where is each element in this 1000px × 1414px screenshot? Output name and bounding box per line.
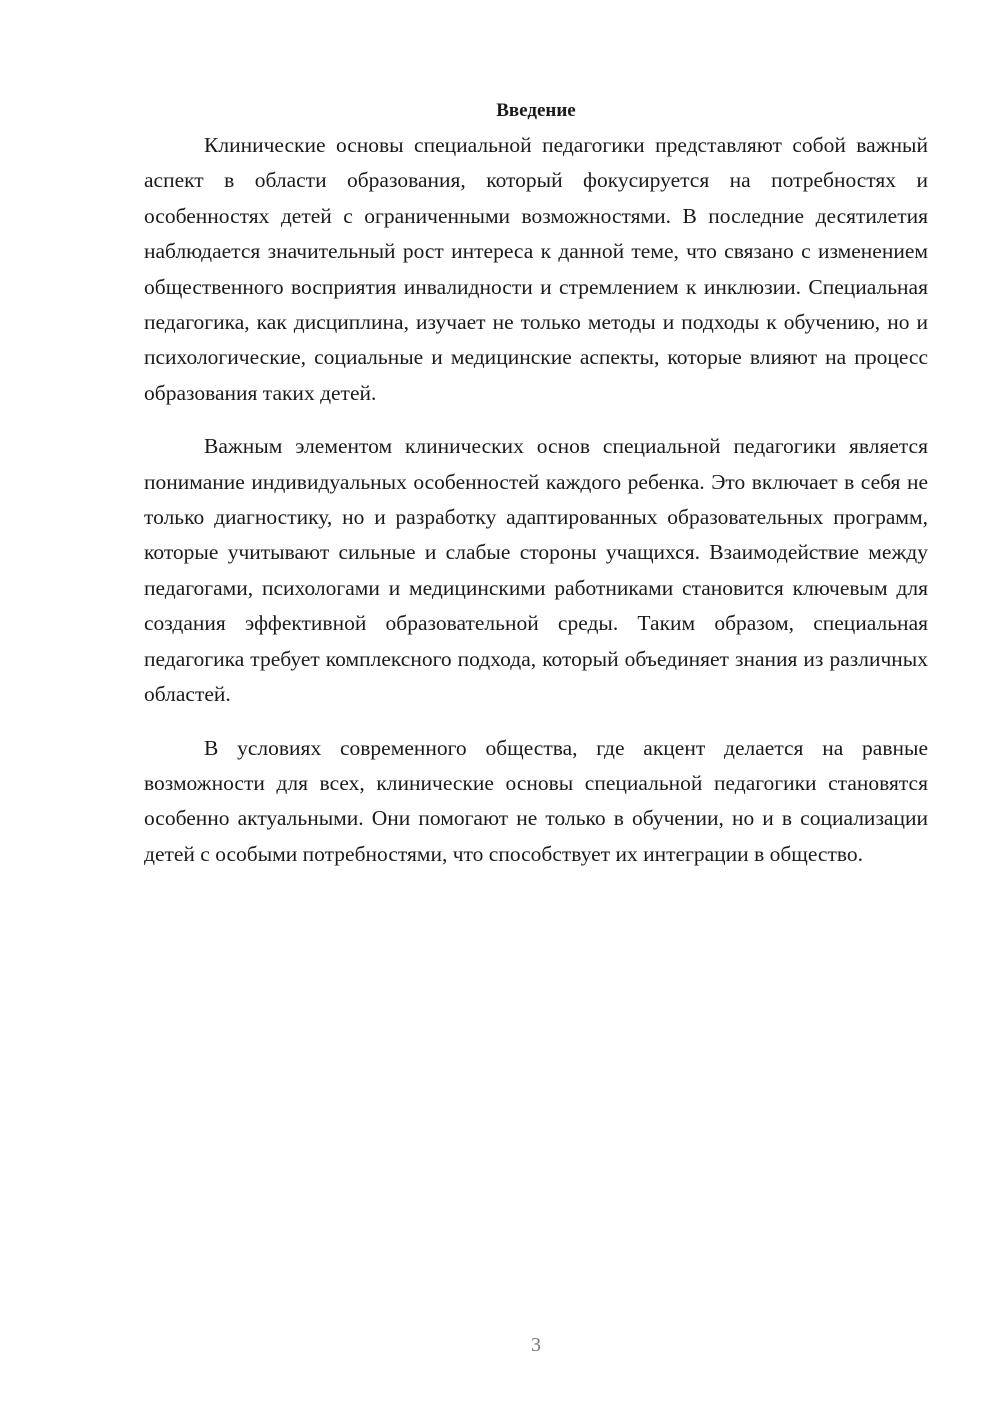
paragraph-1: Клинические основы специальной педагогики представляют собой важный аспект в области образования, который фокусируется на потребностях и особенностях детей с ограниченными возможностями. В последние десятилетия наблюдается значительный рост интереса к данной теме, что связано с изменением общественного восприятия инвалидности и стремлением к инклюзии. Специальная педагогика, как дисциплина, изучает не только методы и подходы к обучению, но и психологические, социальные и медицинские аспекты, которые влияют на процесс образования таких детей. (144, 133, 928, 405)
page-content (144, 94, 928, 872)
section-title: Введение (496, 100, 576, 121)
paragraph-2: Важным элементом клинических основ специальной педагогики является понимание индивидуальных особенностей каждого ребенка. Это включает в себя не только диагностику, но и разработку адаптированных образовательных программ, которые учитывают сильные и слабые стороны учащихся. Взаимодействие между педагогами, психологами и медицинскими работниками становится ключевым для создания эффективной образовательной среды. Таким образом, специальная педагогика требует комплексного подхода, который объединяет знания из различных областей. (144, 434, 928, 707)
paragraph-3: В условиях современного общества, где акцент делается на равные возможности для всех, клинические основы специальной педагогики становятся особенно актуальными. Они помогают не только в обучении, но и в социализации детей с особыми потребностями, что способствует их интеграции в общество. (144, 735, 928, 866)
page-number: 3 (531, 1334, 541, 1356)
